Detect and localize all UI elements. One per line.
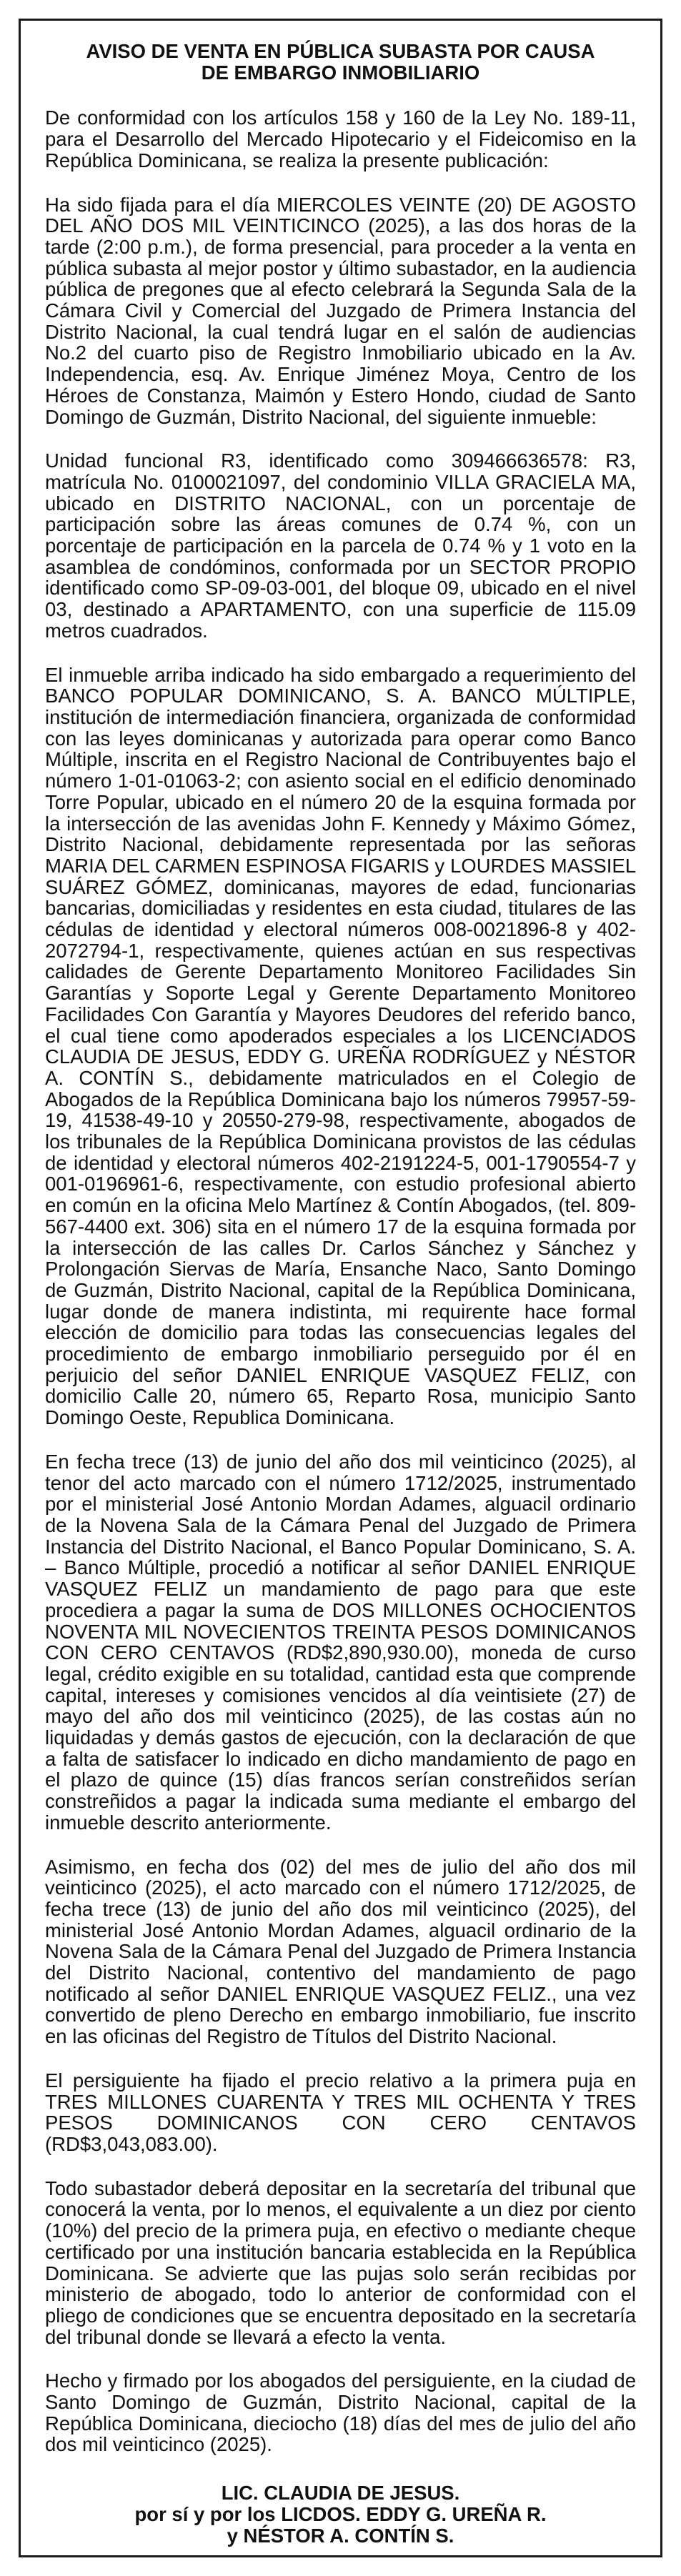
- paragraph-creditor-details: El inmueble arriba indicado ha sido embargado a requerimiento del BANCO POPULAR DOMINICANO, S. A. BANCO MÚLTIPLE, institución de intermediación financiera, organizada de conformidad con las leyes dominicanas y autorizada para operar como Banco Múltiple, inscrita en el Registro Nacional de Contribuyentes bajo el número 1-01-01063-2; con asiento social en el edificio denominado Torre Popular, ubicado en el número 20 de la esquina formada por la intersección de las avenidas John F. Kennedy y Máximo Gómez, Distrito Nacional, debidamente representada por las señoras MARIA DEL CARMEN ESPINOSA FIGARIS y LOURDES MASSIEL SUÁREZ GÓMEZ, dominicanas, mayores de edad, funcionarias bancarias, domiciliadas y residentes en esta ciudad, titulares de las cédulas de identidad y electoral números 008-0021896-8 y 402-2072794-1, respectivamente, quienes actúan en sus respectivas calidades de Gerente Departamento Monitoreo Facilidades Sin Garantías y Soporte Legal y Gerente Departamento Monitoreo Facilidades Con Garantía y Mayores Deudores del referido banco, el cual tiene como apoderados especiales a los LICENCIADOS CLAUDIA DE JESUS, EDDY G. UREÑA RODRÍGUEZ y NÉSTOR A. CONTÍN S., debidamente matriculados en el Colegio de Abogados de la República Dominicana bajo los números 79957-59-19, 41538-49-10 y 20550-279-98, respectivamente, abogados de los tribunales de la República Dominicana provistos de las cédulas de identidad y electoral números 402-2191224-5, 001-1790554-7 y 001-0196961-6, respectivamente, con estudio profesional abierto en común en la oficina Melo Martínez & Contín Abogados, (tel. 809-567-4400 ext. 306) sita en el número 17 de la esquina formada por la intersección de las calles Dr. Carlos Sánchez y Sánchez y Prolongación Siervas de María, Ensanche Naco, Santo Domingo de Guzmán, Distrito Nacional, capital de la República Dominicana, lugar donde de manera indistinta, mi requirente hace formal elección de domicilio para todas las consecuencias legales del procedimiento de embargo inmobiliario perseguido por él en perjuicio del señor DANIEL ENRIQUE VASQUEZ FELIZ, con domicilio Calle 20, número 65, Reparto Rosa, municipio Santo Domingo Oeste, Republica Dominicana.: [45, 663, 636, 1429]
- title-line-2: DE EMBARGO INMOBILIARIO: [201, 61, 480, 84]
- paragraph-legal-basis: De conformidad con los artículos 158 y 160 de la Ley No. 189-11, para el Desarrollo del Mercado Hipotecario y el Fideicomiso en la República Dominicana, se realiza la presente publicación:: [45, 106, 636, 171]
- signature-line-1: LIC. CLAUDIA DE JESUS.: [221, 2482, 460, 2505]
- signature-line-3: y NÉSTOR A. CONTÍN S.: [227, 2524, 454, 2547]
- notice-title: [45, 41, 636, 83]
- paragraph-signed-date: Hecho y firmado por los abogados del persiguiente, en la ciudad de Santo Domingo de Guzmán, Distrito Nacional, capital de la República Dominicana, dieciocho (18) días del mes de julio del año dos mil veinticinco (2025).: [45, 2369, 636, 2456]
- paragraph-deposit-conditions: Todo subastador deberá depositar en la secretaría del tribunal que conocerá la venta, por lo menos, el equivalente a un diez por ciento (10%) del precio de la primera puja, en efectivo o mediante cheque certificado por una institución bancaria establecida en la República Dominicana. Se advierte que las pujas solo serán recibidas por ministerio de abogado, todo lo anterior de conformidad con el pliego de condiciones que se encuentra depositado en la secretaría del tribunal donde se llevará a efecto la venta.: [45, 2177, 636, 2348]
- paragraph-starting-price: El persiguiente ha fijado el precio relativo a la primera puja en TRES MILLONES CUARENTA Y TRES MIL OCHENTA Y TRES PESOS DOMINICANOS CON CERO CENTAVOS (RD$3,043,083.00).: [45, 2069, 636, 2155]
- signature-block: [45, 2482, 636, 2546]
- legal-notice: [19, 19, 662, 2557]
- paragraph-auction-date: Ha sido fijada para el día MIERCOLES VEINTE (20) DE AGOSTO DEL AÑO DOS MIL VEINTICINCO (2025), a las dos horas de la tarde (2:00 p.m.), de forma presencial, para proceder a la venta en pública subasta al mejor postor y último subastador, en la audiencia pública de pregones que al efecto celebrará la Segunda Sala de la Cámara Civil y Comercial del Juzgado de Primera Instancia del Distrito Nacional, la cual tendrá lugar en el salón de audiencias No.2 del cuarto piso de Registro Inmobiliario ubicado en la Av. Independencia, esq. Av. Enrique Jiménez Moya, Centro de los Héroes de Constanza, Maimón y Estero Hondo, ciudad de Santo Domingo de Guzmán, Distrito Nacional, del siguiente inmueble:: [45, 193, 636, 428]
- paragraph-payment-order: En fecha trece (13) de junio del año dos mil veinticinco (2025), al tenor del acto marcado con el número 1712/2025, instrumentado por el ministerial José Antonio Mordan Adames, alguacil ordinario de la Novena Sala de la Cámara Penal del Juzgado de Primera Instancia del Distrito Nacional, el Banco Popular Dominicano, S. A. – Banco Múltiple, procedió a notificar al señor DANIEL ENRIQUE VASQUEZ FELIZ un mandamiento de pago para que este procediera a pagar la suma de DOS MILLONES OCHOCIENTOS NOVENTA MIL NOVECIENTOS TREINTA PESOS DOMINICANOS CON CERO CENTAVOS (RD$2,890,930.00), moneda de curso legal, crédito exigible en su totalidad, cantidad esta que comprende capital, intereses y comisiones vencidos al día veintisiete (27) de mayo del año dos mil veinticinco (2025), de las costas aún no liquidadas y demás gastos de ejecución, con la declaración de que a falta de satisfacer lo indicado en dicho mandamiento de pago en el plazo de quince (15) días francos serían constreñidos serían constreñidos a pagar la indicada suma mediante el embargo del inmueble descrito anteriormente.: [45, 1450, 636, 1834]
- paragraph-property-description: Unidad funcional R3, identificado como 309466636578: R3, matrícula No. 0100021097, del condominio VILLA GRACIELA MA, ubicado en DISTRITO NACIONAL, con un porcentaje de participación sobre las áreas comunes de 0.74 %, con un porcentaje de participación en la parcela de 0.74 % y 1 voto en la asamblea de condóminos, conformada por un SECTOR PROPIO identificado como SP-09-03-001, del bloque 09, ubicado en el nivel 03, destinado a APARTAMENTO, con una superficie de 115.09 metros cuadrados.: [45, 449, 636, 642]
- signature-line-2: por sí y por los LICDOS. EDDY G. UREÑA R.: [134, 2502, 547, 2525]
- title-line-1: AVISO DE VENTA EN PÚBLICA SUBASTA POR CAUSA: [86, 40, 595, 62]
- paragraph-registration: Asimismo, en fecha dos (02) del mes de julio del año dos mil veinticinco (2025), el acto marcado con el número 1712/2025, de fecha trece (13) de junio del año dos mil veinticinco (2025), del ministerial José Antonio Mordan Adames, alguacil ordinario de la Novena Sala de la Cámara Penal del Juzgado de Primera Instancia del Distrito Nacional, contentivo del mandamiento de pago notificado al señor DANIEL ENRIQUE VASQUEZ FELIZ., una vez convertido de pleno Derecho en embargo inmobiliario, fue inscrito en las oficinas del Registro de Títulos del Distrito Nacional.: [45, 1855, 636, 2048]
